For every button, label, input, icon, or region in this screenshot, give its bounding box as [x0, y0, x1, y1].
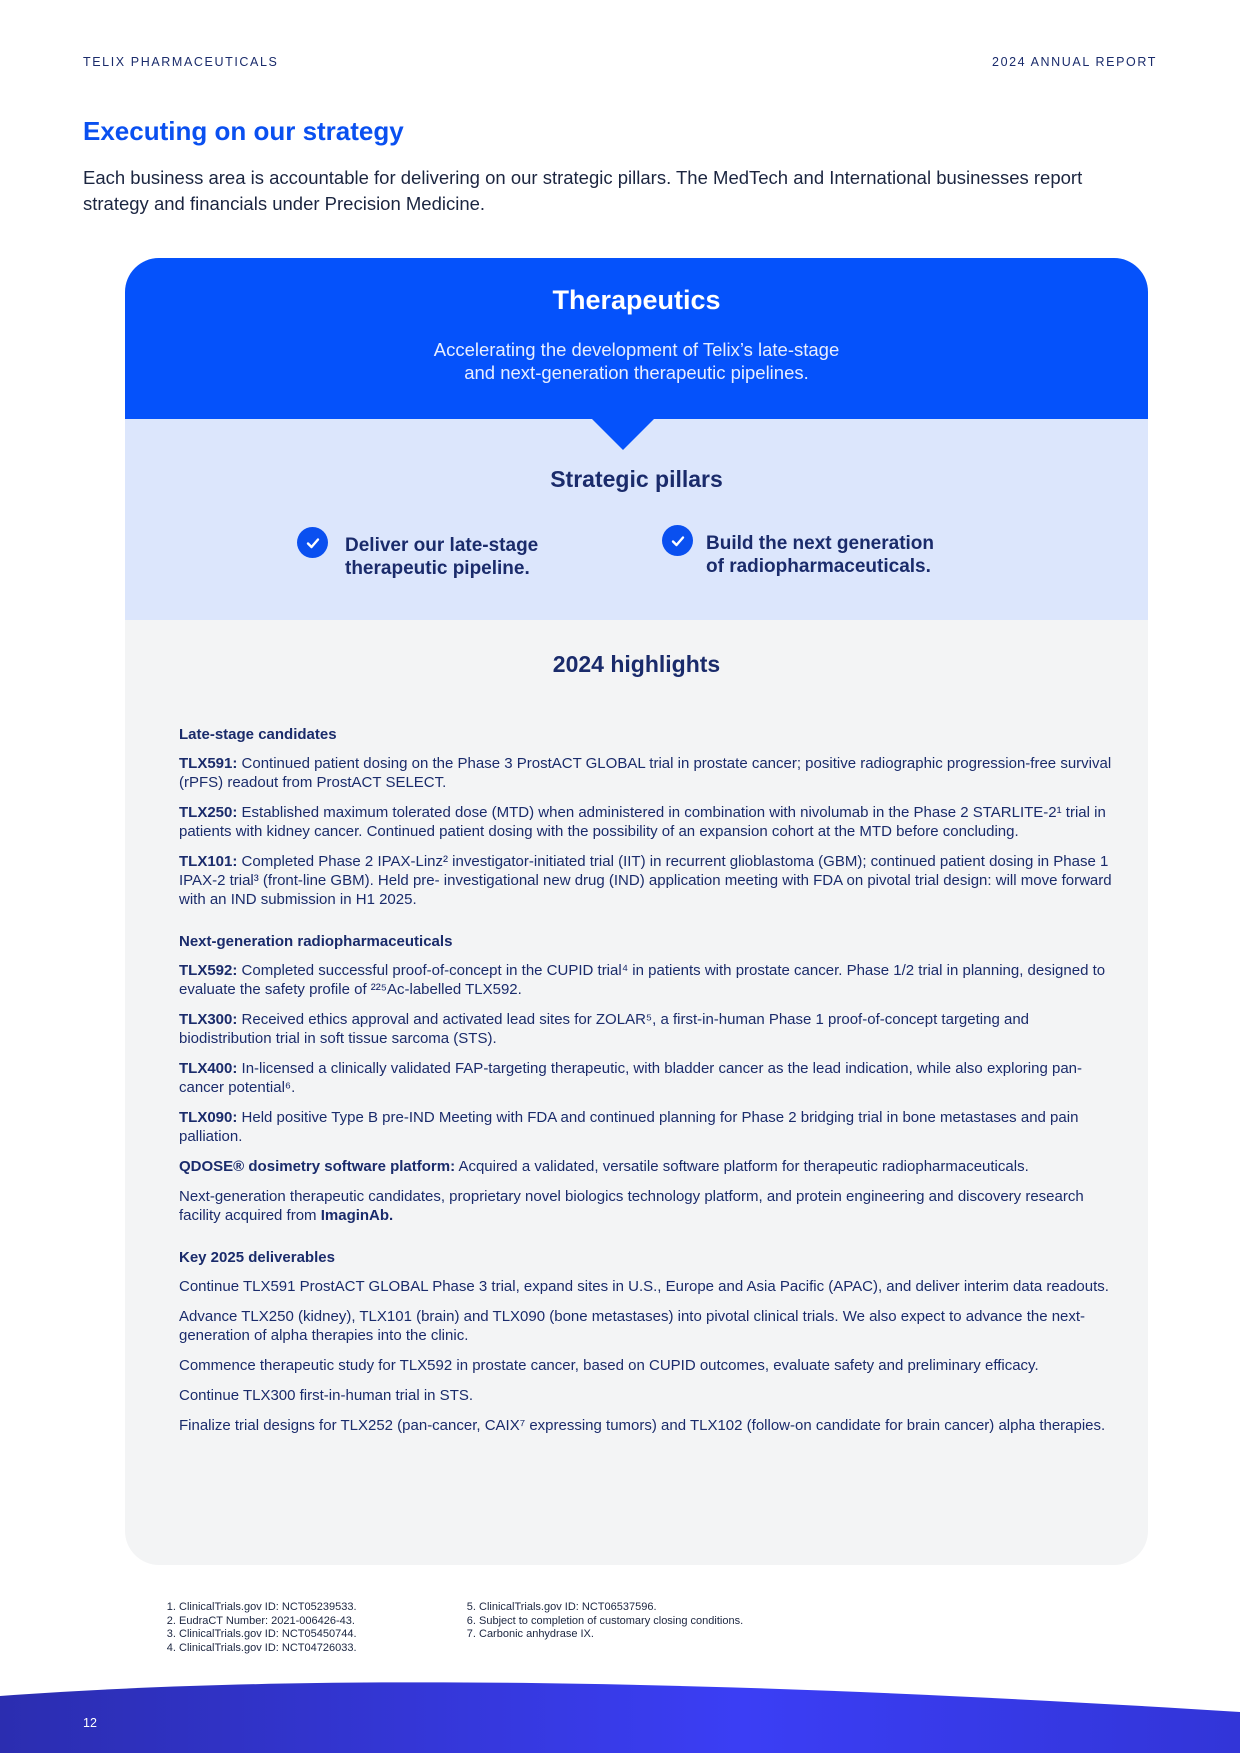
pillar-late-stage — [297, 527, 538, 580]
list-item: TLX591: Continued patient dosing on the Phase 3 ProstACT GLOBAL trial in prostate cancer; positive radiographic progression-free survival (rPFS) readout from ProstACT SELECT. — [179, 755, 1112, 791]
card-header — [125, 258, 1148, 419]
section-heading-next-gen: Next-generation radiopharmaceuticals — [179, 933, 453, 950]
footnote: 5. ClinicalTrials.gov ID: NCT06537596. — [479, 1601, 743, 1615]
pillar2-line2: of radiopharmaceuticals. — [706, 556, 931, 577]
card-subtitle — [125, 338, 1148, 384]
footnote: 3. ClinicalTrials.gov ID: NCT05450744. — [179, 1628, 357, 1642]
list-item: TLX101: Completed Phase 2 IPAX-Linz² investigator-initiated trial (IIT) in recurrent glioblastoma (GBM); continued patient dosing in Phase 1 IPAX-2 trial³ (front-line GBM). Held pre- investigational new drug (IND) application meeting with FDA on pivotal trial design: will move forward with an IND submission in H1 2025. — [179, 853, 1112, 908]
highlights-title: 2024 highlights — [552, 651, 721, 677]
list-item: Finalize trial designs for TLX252 (pan-cancer, CAIX⁷ expressing tumors) and TLX102 (follow-on candidate for brain cancer) alpha therapies. — [179, 1417, 1106, 1434]
list-item: Next-generation therapeutic candidates, proprietary novel biologics technology platform, and protein engineering and discovery research facility acquired from ImaginAb. — [179, 1188, 1084, 1224]
header-company: TELIX PHARMACEUTICALS — [83, 55, 279, 69]
intro-paragraph: Each business area is accountable for delivering on our strategic pillars. The MedTech and International businesses report strategy and financials under Precision Medicine. — [83, 167, 1083, 214]
pillar2-line1: Build the next generation — [706, 533, 935, 554]
therapeutics-card — [125, 258, 1148, 1565]
list-item: TLX250: Established maximum tolerated dose (MTD) when administered in combination with nivolumab in the Phase 2 STARLITE-2¹ trial in patients with kidney cancer. Continued patient dosing with the possibility of an expansion cohort at the MTD before concluding. — [179, 804, 1106, 840]
footnote: 6. Subject to completion of customary closing conditions. — [479, 1615, 743, 1629]
header-report-title: 2024 ANNUAL REPORT — [992, 55, 1157, 69]
list-item: QDOSE® dosimetry software platform: Acquired a validated, versatile software platform for therapeutic radiopharmaceuticals. — [179, 1158, 1029, 1175]
footnote: 4. ClinicalTrials.gov ID: NCT04726033. — [179, 1642, 357, 1656]
footnote: 1. ClinicalTrials.gov ID: NCT05239533. — [179, 1601, 357, 1615]
list-item: Continue TLX300 first-in-human trial in STS. — [179, 1387, 474, 1404]
highlights-content — [179, 726, 1114, 1446]
pillars-title: Strategic pillars — [550, 466, 723, 492]
section-heading-late-stage: Late-stage candidates — [179, 726, 337, 743]
footnotes-column-1 — [165, 1601, 357, 1655]
card-subtitle-line2: and next-generation therapeutic pipelines. — [464, 362, 809, 383]
check-circle-icon — [662, 525, 693, 556]
footer-wave-band — [0, 1676, 1240, 1753]
section-heading-deliverables: Key 2025 deliverables — [179, 1249, 335, 1266]
pillar1-line2: therapeutic pipeline. — [345, 558, 530, 579]
pillar-text — [706, 532, 934, 578]
page-title: Executing on our strategy — [83, 116, 404, 146]
pillar-text — [345, 534, 538, 580]
list-item: Continue TLX591 ProstACT GLOBAL Phase 3 trial, expand sites in U.S., Europe and Asia Pacific (APAC), and deliver interim data readouts. — [179, 1278, 1109, 1295]
check-circle-icon — [297, 527, 328, 558]
list-item: Commence therapeutic study for TLX592 in prostate cancer, based on CUPID outcomes, evaluate safety and preliminary efficacy. — [179, 1357, 1039, 1374]
pillar1-line1: Deliver our late-stage — [345, 535, 539, 556]
pillar-next-generation — [662, 525, 934, 578]
list-item: Advance TLX250 (kidney), TLX101 (brain) and TLX090 (bone metastases) into pivotal clinical trials. We also expect to advance the next-generation of alpha therapies into the clinic. — [179, 1308, 1086, 1344]
footnote: 2. EudraCT Number: 2021-006426-43. — [179, 1615, 357, 1629]
list-item: TLX300: Received ethics approval and activated lead sites for ZOLAR⁵, a first-in-human Phase 1 proof-of-concept targeting and biodistribution trial in soft tissue sarcoma (STS). — [179, 1011, 1029, 1047]
card-subtitle-line1: Accelerating the development of Telix’s late-stage — [433, 339, 840, 360]
section-pointer-arrow — [591, 418, 655, 450]
list-item: TLX090: Held positive Type B pre-IND Meeting with FDA and continued planning for Phase 2 bridging trial in bone metastases and pain palliation. — [179, 1109, 1079, 1145]
list-item: TLX592: Completed successful proof-of-concept in the CUPID trial⁴ in patients with prostate cancer. Phase 1/2 trial in planning, designed to evaluate the safety profile of ²²⁵Ac-labelled TLX592. — [179, 962, 1106, 998]
footnotes-column-2 — [465, 1601, 743, 1642]
list-item: TLX400: In-licensed a clinically validated FAP-targeting therapeutic, with bladder cancer as the lead indication, while also exploring pan-cancer potential⁶. — [179, 1060, 1083, 1096]
card-title: Therapeutics — [552, 285, 721, 315]
footnote: 7. Carbonic anhydrase IX. — [479, 1628, 743, 1642]
page-number: 12 — [83, 1716, 97, 1730]
